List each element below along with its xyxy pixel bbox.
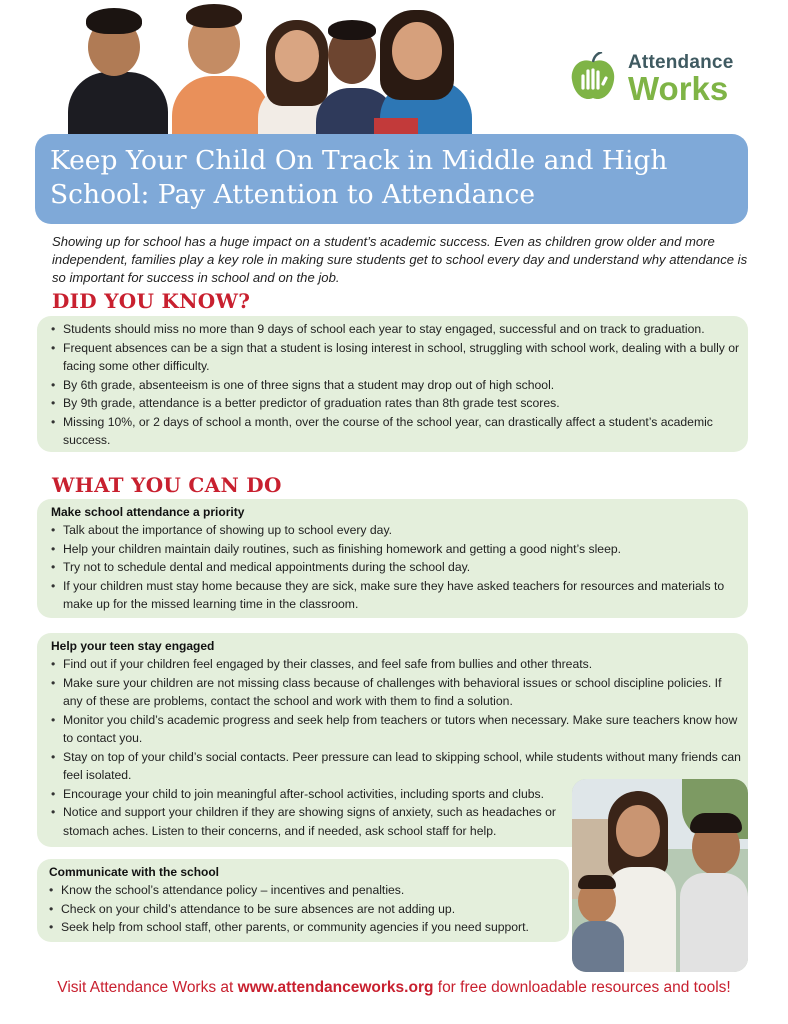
priority-subheading: Make school attendance a priority xyxy=(51,505,245,519)
list-item: • Notice and support your children if they are showing signs of anxiety, such as headaches or stomach aches. Listen to their concerns, and if needed, ask school staff for help. xyxy=(51,803,583,840)
list-item: • Missing 10%, or 2 days of school a month, over the course of the school year, can drastically affect a student’s academic success. xyxy=(51,413,741,450)
logo-text-works: Works xyxy=(628,70,729,107)
engaged-subheading: Help your teen stay engaged xyxy=(51,639,215,653)
student-face xyxy=(275,30,319,82)
student-figure xyxy=(172,76,270,134)
list-item: • Make sure your children are not missing class because of challenges with behavioral issues or school discipline policies. If any of these are problems, contact the school and work with them to find a solution. xyxy=(51,674,743,711)
footer-suffix: for free downloadable resources and tools! xyxy=(433,979,731,996)
did-you-know-heading: DID YOU KNOW? xyxy=(52,289,251,313)
list-item: • Seek help from school staff, other parents, or community agencies if you need support. xyxy=(49,918,564,937)
what-you-can-do-heading: WHAT YOU CAN DO xyxy=(52,473,282,497)
student-figure xyxy=(68,72,168,134)
did-you-know-box xyxy=(37,316,748,452)
list-item: • Monitor you child’s academic progress and seek help from teachers or tutors when necessary. Make sure teachers know how to contact you. xyxy=(51,711,743,748)
list-item: • Stay on top of your child’s social contacts. Peer pressure can lead to skipping school, while students without many friends can feel isolated. xyxy=(51,748,743,785)
communicate-subheading: Communicate with the school xyxy=(49,865,220,879)
list-item: • Help your children maintain daily routines, such as finishing homework and getting a good night’s sleep. xyxy=(51,540,741,559)
footer-prefix: Visit Attendance Works at xyxy=(57,979,238,996)
communicate-box xyxy=(37,859,569,942)
list-item: • Find out if your children feel engaged by their classes, and feel safe from bullies and other threats. xyxy=(51,655,743,674)
priority-list xyxy=(51,521,741,614)
priority-box xyxy=(37,499,748,618)
student-book xyxy=(374,118,418,134)
list-item: • Know the school’s attendance policy – incentives and penalties. xyxy=(49,881,564,900)
student-hair xyxy=(186,4,242,28)
student-hair xyxy=(86,8,142,34)
list-item: • If your children must stay home because they are sick, make sure they have asked teachers for resources and materials to make up for the missed learning time in the classroom. xyxy=(51,577,741,614)
apple-hand-icon xyxy=(568,52,618,102)
photo-girl-face xyxy=(616,805,660,857)
list-item: • Students should miss no more than 9 days of school each year to stay engaged, successful and on track to graduation. xyxy=(51,320,741,339)
student-hair xyxy=(328,20,376,40)
list-item: • By 6th grade, absenteeism is one of three signs that a student may drop out of high school. xyxy=(51,376,741,395)
photo-child-shirt xyxy=(572,921,624,972)
page-title: Keep Your Child On Track in Middle and High School: Pay Attention to Attendance xyxy=(50,145,668,210)
did-you-know-list xyxy=(51,320,741,450)
list-item: • Try not to schedule dental and medical appointments during the school day. xyxy=(51,558,741,577)
communicate-list xyxy=(49,881,564,937)
photo-child-hair xyxy=(578,875,616,889)
header-photo-students xyxy=(62,0,472,134)
photo-boy-shirt xyxy=(680,873,748,972)
list-item: • Encourage your child to join meaningful after-school activities, including sports and clubs. xyxy=(51,785,583,804)
logo-text-attendance: Attendance xyxy=(628,52,734,73)
footer-cta xyxy=(0,979,788,997)
footer-link[interactable]: www.attendanceworks.org xyxy=(237,979,434,996)
attendance-works-logo xyxy=(568,42,748,106)
intro-paragraph: Showing up for school has a huge impact on a student’s academic success. Even as children grow older and more independent, families play a key role in making sure students get to school every day and understand why attendance is so important for success in school and on the job. xyxy=(52,234,748,285)
list-item: • Check on your child’s attendance to be sure absences are not adding up. xyxy=(49,900,564,919)
list-item: • By 9th grade, attendance is a better predictor of graduation rates than 8th grade test scores. xyxy=(51,394,741,413)
title-banner xyxy=(35,134,748,224)
family-photo xyxy=(572,779,748,972)
photo-boy-hair xyxy=(690,813,742,833)
student-face xyxy=(392,22,442,80)
list-item: • Talk about the importance of showing up to school every day. xyxy=(51,521,741,540)
list-item: • Frequent absences can be a sign that a student is losing interest in school, struggling with school work, dealing with a bully or facing some other difficulty. xyxy=(51,339,741,376)
